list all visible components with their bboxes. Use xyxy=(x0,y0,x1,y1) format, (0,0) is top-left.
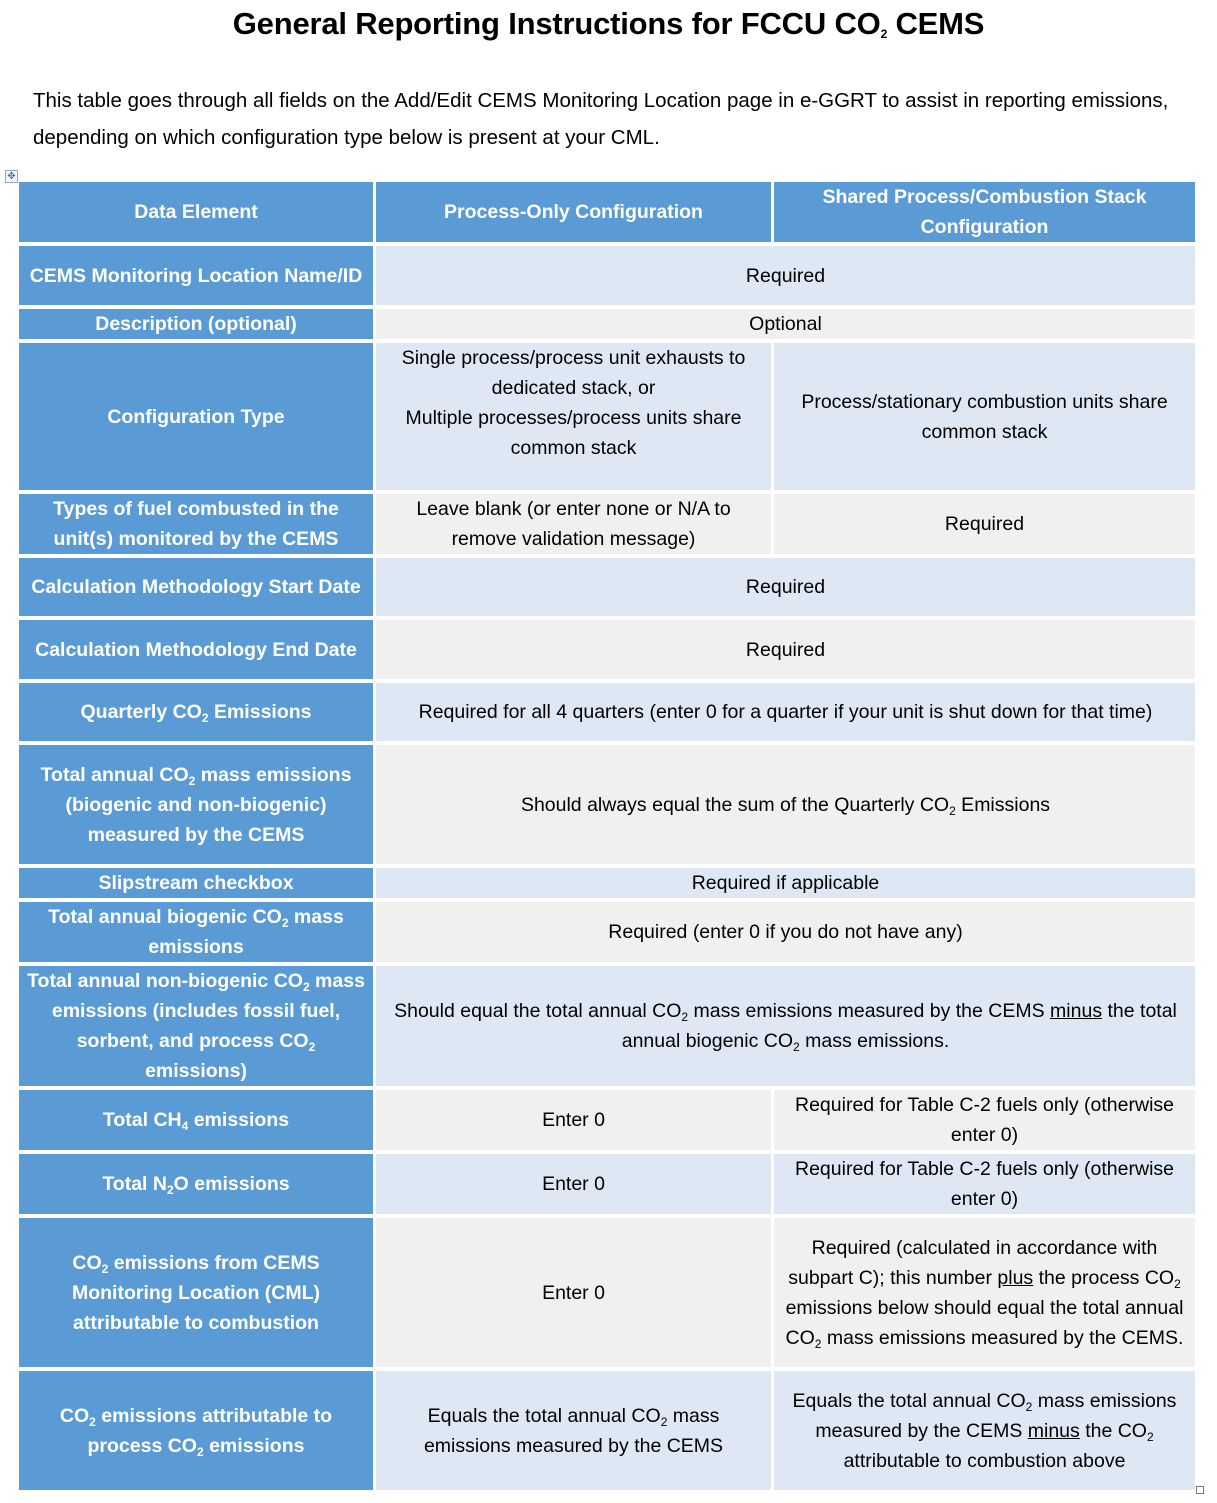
cell-text-part: 4 xyxy=(181,1119,189,1133)
cell-text-part: CEMS Monitoring Location Name/ID xyxy=(29,264,363,287)
cell-text-part: Required xyxy=(944,513,1025,535)
data-element-label xyxy=(19,343,373,490)
resize-handle-icon[interactable] xyxy=(1196,1486,1204,1494)
cell-text-part: 2 xyxy=(166,1183,174,1197)
cell-text-part: plus xyxy=(997,1266,1034,1289)
requirement-process-only xyxy=(376,1154,771,1214)
cell-text-part: 2 xyxy=(89,1414,96,1429)
cell-text-part: emissions from CEMS Monitoring Location (CML) attributable to combustion xyxy=(71,1251,321,1334)
cell-text-part: Enter 0 xyxy=(542,1173,605,1195)
cell-text-part: Required (calculated in accordance with subpart C); this number xyxy=(788,1236,1158,1289)
requirement-both-configurations xyxy=(376,309,1195,339)
table-row xyxy=(19,246,1195,305)
cell-text-part: Single process/process unit exhausts to dedicated stack, or xyxy=(401,347,746,399)
cell-text-part: Leave blank (or enter none or N/A to remove validation message) xyxy=(416,498,731,550)
cell-text-part: mass emissions measured by the CEMS xyxy=(688,1000,1051,1022)
requirement-both-configurations xyxy=(376,620,1195,679)
data-element-label xyxy=(19,246,373,305)
header-data-element: Data Element xyxy=(19,182,373,242)
data-element-label xyxy=(19,620,373,679)
data-element-label xyxy=(19,309,373,339)
cell-text-part: mass emissions xyxy=(148,906,344,958)
cell-text-part: 2 xyxy=(681,1010,689,1024)
data-element-label xyxy=(19,683,373,741)
cell-text-part: Emissions xyxy=(955,793,1051,816)
cell-text-part: 2 xyxy=(308,1040,316,1054)
cell-text-part: Types of fuel combusted in the unit(s) monitored by the CEMS xyxy=(53,498,339,550)
table-row xyxy=(19,966,1195,1086)
data-element-label xyxy=(19,1218,373,1367)
cell-text-part: Should always equal the sum of the Quarterly CO xyxy=(520,793,950,816)
cell-text-part: Configuration Type xyxy=(107,405,285,428)
cell-text-part: minus xyxy=(1050,1000,1103,1022)
cell-text-part: O emissions xyxy=(173,1173,290,1195)
cell-text-part: Required xyxy=(745,264,826,287)
data-element-label xyxy=(19,1371,373,1490)
cell-text-part: Optional xyxy=(749,313,822,335)
cell-text-part: Equals the total annual CO xyxy=(427,1404,661,1427)
requirement-process-only xyxy=(376,343,771,490)
cell-text-part: mass emissions measured by the CEMS xyxy=(815,1389,1177,1442)
requirement-process-only xyxy=(376,1090,771,1150)
data-element-label xyxy=(19,494,373,554)
data-element-label xyxy=(19,868,373,898)
cell-text-part: Enter 0 xyxy=(542,1109,605,1131)
requirement-shared-stack xyxy=(774,1218,1195,1367)
cell-text-part: Required for all 4 quarters (enter 0 for a quarter if your unit is shut down for that time) xyxy=(418,701,1153,723)
cell-text-part: Slipstream checkbox xyxy=(98,872,294,894)
requirement-both-configurations xyxy=(376,966,1195,1086)
data-element-label xyxy=(19,902,373,962)
cell-text-part: 2 xyxy=(814,1336,822,1351)
table-row xyxy=(19,1090,1195,1150)
move-handle-icon[interactable]: ✥ xyxy=(5,170,18,183)
title-text: General Reporting Instructions for FCCU CO xyxy=(232,6,881,41)
requirement-shared-stack xyxy=(774,1371,1195,1490)
cell-text-part: emissions attributable to process CO xyxy=(87,1404,333,1457)
table-row xyxy=(19,309,1195,339)
cell-text-part: Calculation Methodology Start Date xyxy=(31,576,361,598)
requirement-shared-stack xyxy=(774,1090,1195,1150)
cell-text-part: Required for Table C-2 fuels only (otherwise enter 0) xyxy=(795,1094,1174,1146)
table-row xyxy=(19,343,1195,490)
cell-text-part: Total CH xyxy=(102,1109,182,1131)
requirement-both-configurations xyxy=(376,868,1195,898)
cell-text-part: the process CO xyxy=(1033,1266,1175,1289)
requirement-shared-stack xyxy=(774,1154,1195,1214)
table-row xyxy=(19,868,1195,898)
cell-text-part: Total annual non-biogenic CO xyxy=(27,970,303,992)
cell-text-part: mass emissions measured by the CEMS. xyxy=(821,1326,1184,1349)
data-element-label xyxy=(19,558,373,616)
table-row xyxy=(19,745,1195,864)
cell-text-part: 2 xyxy=(1146,1429,1154,1444)
data-element-label xyxy=(19,1154,373,1214)
cell-text-part: emissions below should equal the total annual CO xyxy=(785,1296,1184,1349)
table-row xyxy=(19,683,1195,741)
cell-text-part: Emissions xyxy=(208,701,312,723)
title-subscript: 2 xyxy=(880,27,888,41)
cell-text-part: Total N xyxy=(102,1173,167,1195)
table-row xyxy=(19,1218,1195,1367)
title-text-end: CEMS xyxy=(887,6,985,41)
cell-text-part: mass emissions measured by the CEMS xyxy=(423,1404,724,1457)
cell-text-part: Required if applicable xyxy=(691,872,880,894)
cell-text-part: Should equal the total annual CO xyxy=(394,1000,682,1022)
requirement-process-only xyxy=(376,494,771,554)
data-element-label xyxy=(19,1090,373,1150)
cell-text-part: attributable to combustion above xyxy=(843,1449,1126,1472)
cell-text-part: Calculation Methodology End Date xyxy=(35,638,357,661)
cell-text-part: Enter 0 xyxy=(542,1281,605,1304)
cell-text-part: Required xyxy=(745,638,826,661)
table-row xyxy=(19,620,1195,679)
header-process-only: Process-Only Configuration xyxy=(376,182,771,242)
table-row xyxy=(19,494,1195,554)
data-element-label xyxy=(19,966,373,1086)
cell-text-part: 2 xyxy=(201,711,209,725)
header-shared-stack: Shared Process/Combustion Stack Configuration xyxy=(774,182,1195,242)
reporting-table xyxy=(16,178,1198,1494)
cell-text-part: Equals the total annual CO xyxy=(792,1389,1026,1412)
cell-text-part: Process/stationary combustion units share common stack xyxy=(801,391,1168,443)
cell-text-part: Quarterly CO xyxy=(80,701,202,723)
cell-text-part: Required for Table C-2 fuels only (otherwise enter 0) xyxy=(795,1158,1174,1210)
requirement-process-only xyxy=(376,1218,771,1367)
cell-text-part: mass emissions (includes fossil fuel, sorbent, and process CO xyxy=(51,970,365,1052)
table-header-row xyxy=(19,182,1195,242)
table-row xyxy=(19,902,1195,962)
data-element-label xyxy=(19,745,373,864)
cell-text-part: minus xyxy=(1027,1419,1080,1442)
cell-text-part: 2 xyxy=(281,916,289,930)
cell-text-part: 2 xyxy=(101,1261,109,1276)
requirement-both-configurations xyxy=(376,902,1195,962)
cell-text-part: the total annual biogenic CO xyxy=(621,1000,1177,1052)
requirement-shared-stack xyxy=(774,343,1195,490)
table-row xyxy=(19,1154,1195,1214)
cell-text-part: CO xyxy=(59,1404,90,1427)
cell-text-part: Multiple processes/process units share common stack xyxy=(405,407,742,459)
requirement-process-only xyxy=(376,1371,771,1490)
cell-text-part: 2 xyxy=(188,773,196,788)
cell-text-part: 2 xyxy=(1174,1276,1181,1291)
table-row xyxy=(19,558,1195,616)
requirement-both-configurations xyxy=(376,745,1195,864)
cell-text-part: CO xyxy=(72,1251,102,1274)
cell-text-part: 2 xyxy=(1025,1399,1033,1414)
cell-text-part: Total annual CO xyxy=(40,763,189,786)
cell-text-part: Required xyxy=(745,576,826,598)
cell-text-part: 2 xyxy=(660,1414,668,1429)
table-row xyxy=(19,1371,1195,1490)
cell-text-part: 2 xyxy=(196,1444,204,1459)
cell-text-part: Total annual biogenic CO xyxy=(48,906,282,928)
page-title xyxy=(0,6,1217,42)
cell-text-part: emissions) xyxy=(145,1060,247,1082)
requirement-shared-stack xyxy=(774,494,1195,554)
cell-text-part: mass emissions (biogenic and non-biogenic) measured by the CEMS xyxy=(65,763,352,846)
requirement-both-configurations xyxy=(376,246,1195,305)
requirement-both-configurations xyxy=(376,683,1195,741)
cell-text-part: the CO xyxy=(1079,1419,1147,1442)
cell-text-part: Description (optional) xyxy=(95,313,297,335)
intro-paragraph: This table goes through all fields on the Add/Edit CEMS Monitoring Location page in e-GGRT to assist in reporting emissions, depending on which configuration type below is present at your CML. xyxy=(33,89,1169,149)
cell-text-part: emissions xyxy=(203,1434,305,1457)
cell-text-part: Required (enter 0 if you do not have any) xyxy=(608,921,963,943)
cell-text-part: 2 xyxy=(793,1040,800,1054)
cell-text-part: 2 xyxy=(949,803,956,818)
cell-text-part: 2 xyxy=(302,980,310,994)
requirement-both-configurations xyxy=(376,558,1195,616)
cell-text-part: emissions xyxy=(188,1109,290,1131)
cell-text-part: mass emissions. xyxy=(799,1030,950,1052)
